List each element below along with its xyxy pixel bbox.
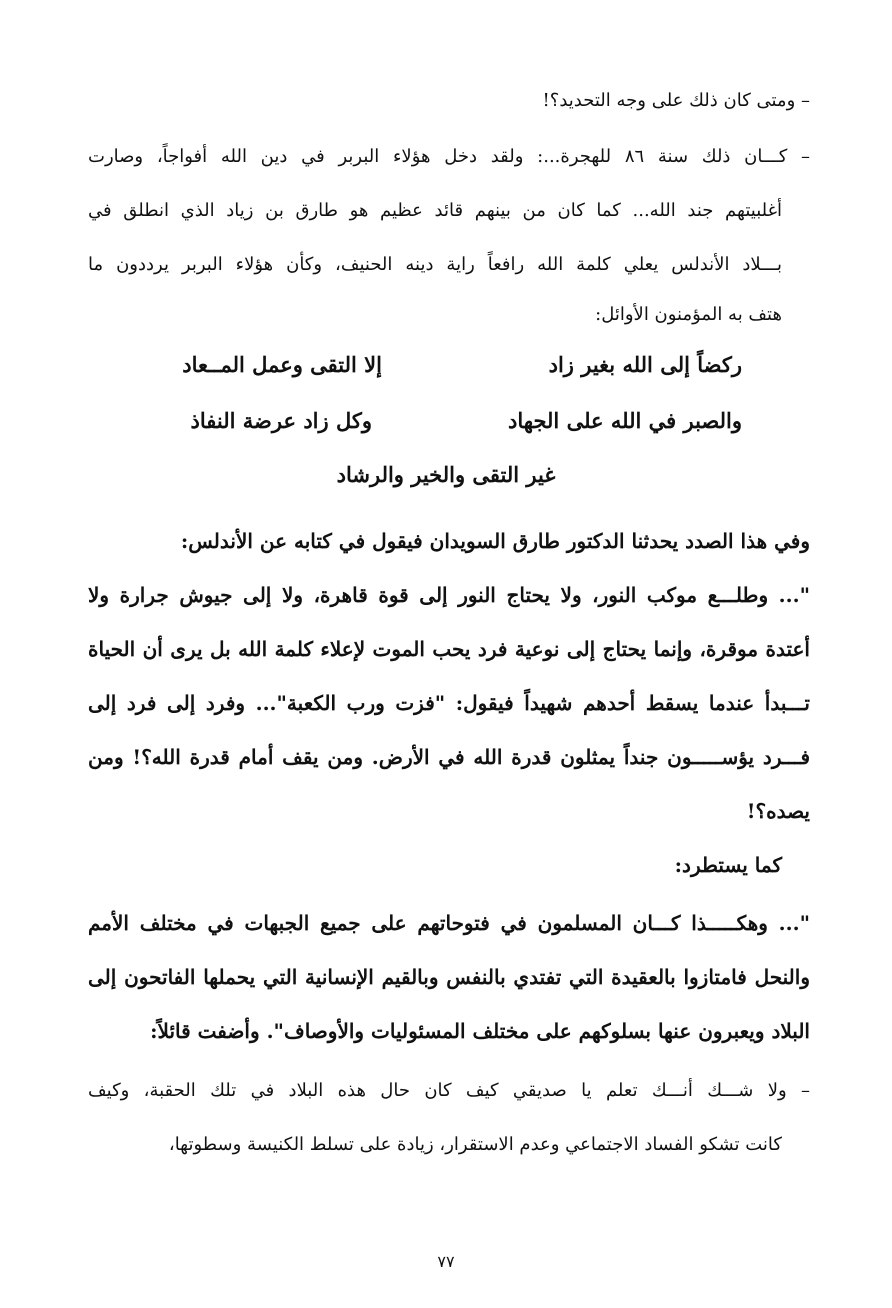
closing-line-2: كانت تشكو الفساد الاجتماعي وعدم الاستقرار، زيادة على تسلط الكنيسة وسطوتها، xyxy=(168,1134,782,1155)
dialogue-line-4: بـــلاد الأندلس يعلي كلمة الله رافعاً راية دينه الحنيف، وكأن هؤلاء البربر يرددون ما xyxy=(88,254,782,275)
verse-1-right: ركضاً إلى الله بغير زاد xyxy=(548,352,742,377)
quote2-line-1: "... وهكـــــذا كـــان المسلمون في فتوحاتهم على جميع الجبهات في مختلف الأمم xyxy=(88,911,810,935)
quote2-line-2: والنحل فامتازوا بالعقيدة التي تفتدي بالنفس وبالقيم الإنسانية التي يحملها الفاتحون إلى xyxy=(88,965,810,989)
dialogue-line-5: هتف به المؤمنون الأوائل: xyxy=(595,304,782,325)
closing-line-1: – ولا شـــك أنـــك تعلم يا صديقي كيف كان حال هذه البلاد في تلك الحقبة، وكيف xyxy=(88,1080,810,1101)
verse-2-left: وكل زاد عرضة النفاذ xyxy=(190,408,372,433)
page-number: ٧٧ xyxy=(437,1252,455,1271)
quote-line-3: تـــبدأ عندما يسقط أحدهم شهيداً فيقول: "فزت ورب الكعبة"... وفرد إلى فرد إلى xyxy=(88,691,810,715)
dialogue-line-1: – ومتى كان ذلك على وجه التحديد؟! xyxy=(542,90,810,111)
quote-line-2: أعتدة موقرة، وإنما يحتاج إلى نوعية فرد يحب الموت لإعلاء كلمة الله بل يرى أن الحياة xyxy=(88,637,810,661)
quote2-line-3-text: البلاد ويعبرون عنها بسلوكهم على مختلف المسئوليات والأوصاف". وأضفت قائلاً: xyxy=(150,1019,810,1043)
dialogue-line-3: أغلبيتهم جند الله... كما كان من بينهم قائد عظيم هو طارق بن زياد الذي انطلق في xyxy=(88,200,782,221)
continuation-heading: كما يستطرد: xyxy=(674,853,782,877)
quote-intro: وفي هذا الصدد يحدثنا الدكتور طارق السويدان فيقول في كتابه عن الأندلس: xyxy=(180,529,810,553)
quote2-line-3 xyxy=(88,1016,810,1048)
verse-3-center: غير التقى والخير والرشاد xyxy=(336,462,556,487)
verse-2-right: والصبر في الله على الجهاد xyxy=(508,408,742,433)
quote-line-4: فـــرد يؤســـــون جنداً يمثلون قدرة الله في الأرض. ومن يقف أمام قدرة الله؟! ومن xyxy=(88,745,810,769)
quote-line-1: "... وطلـــع موكب النور، ولا يحتاج النور إلى قوة قاهرة، ولا إلى جيوش جرارة ولا xyxy=(88,583,810,607)
quote-line-5: يصده؟! xyxy=(746,799,810,823)
verse-1-left: إلا التقى وعمل المــعاد xyxy=(182,352,382,377)
dialogue-line-2: – كـــان ذلك سنة ٨٦ للهجرة...: ولقد دخل هؤلاء البربر في دين الله أفواجاً، وصارت xyxy=(88,146,810,167)
